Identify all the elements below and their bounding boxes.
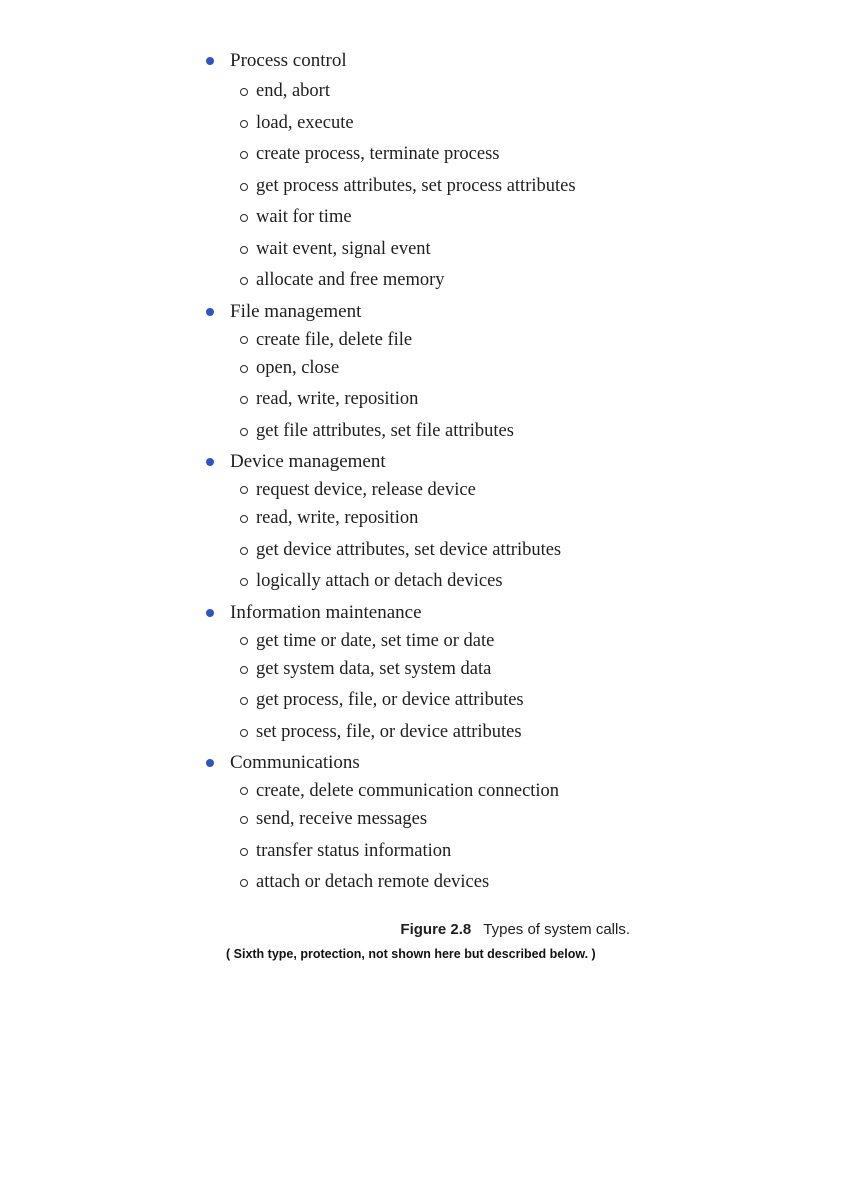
list-item [200, 202, 800, 234]
list-item [200, 535, 800, 567]
circle-bullet-icon [240, 637, 248, 645]
circle-bullet-icon [240, 396, 248, 404]
category-label: Communications [230, 752, 360, 773]
list-item-label: attach or detach remote devices [256, 872, 490, 892]
subitem-list [200, 477, 800, 598]
list-item-label: load, execute [256, 112, 354, 133]
category-heading [200, 447, 800, 477]
category-heading [200, 748, 800, 778]
circle-bullet-icon [240, 848, 248, 856]
category-device-management [200, 447, 800, 598]
list-item-label: get process attributes, set process attributes [256, 175, 576, 196]
subitem-list [200, 628, 800, 749]
list-item [200, 685, 800, 717]
circle-bullet-icon [240, 787, 248, 795]
list-item [200, 804, 800, 836]
circle-bullet-icon [240, 88, 248, 96]
figure-label: Figure 2.8 [400, 921, 472, 938]
bullet-icon [206, 458, 214, 466]
list-item-label: transfer status information [256, 840, 452, 861]
list-item-label: wait event, signal event [256, 238, 431, 259]
list-item-label: read, write, reposition [256, 389, 419, 409]
category-process-control [200, 46, 800, 297]
list-item-label: logically attach or detach devices [256, 571, 503, 591]
category-label: Information maintenance [230, 601, 422, 623]
list-item-label: get time or date, set time or date [256, 630, 495, 651]
circle-bullet-icon [240, 151, 248, 159]
list-item-label: end, abort [256, 81, 330, 101]
list-item [200, 867, 800, 899]
list-item [200, 384, 800, 416]
circle-bullet-icon [240, 428, 248, 436]
category-information-maintenance [200, 598, 800, 749]
list-item [200, 836, 800, 868]
list-item-label: request device, release device [256, 480, 476, 500]
figure-caption-text: Types of system calls. [483, 921, 630, 938]
list-item [200, 416, 800, 448]
list-item [200, 566, 800, 598]
list-item-label: send, receive messages [256, 809, 428, 829]
list-item [200, 717, 800, 749]
category-heading [200, 297, 800, 327]
list-item [200, 477, 800, 503]
list-item-label: read, write, reposition [256, 508, 419, 528]
subitem-list [200, 778, 800, 899]
list-item [200, 171, 800, 203]
subitem-list [200, 76, 800, 297]
category-label: Device management [230, 451, 386, 472]
list-item-label: wait for time [256, 207, 352, 227]
figure-caption [0, 921, 630, 938]
list-item-label: get system data, set system data [256, 658, 492, 679]
list-item-label: get file attributes, set file attributes [256, 420, 514, 441]
circle-bullet-icon [240, 879, 248, 887]
circle-bullet-icon [240, 578, 248, 586]
circle-bullet-icon [240, 365, 248, 373]
circle-bullet-icon [240, 214, 248, 222]
list-item-label: create process, terminate process [256, 144, 500, 164]
subitem-list [200, 327, 800, 448]
list-item [200, 139, 800, 171]
list-item [200, 108, 800, 140]
list-item-label: allocate and free memory [256, 270, 445, 290]
list-item [200, 503, 800, 535]
list-item-label: create file, delete file [256, 329, 413, 350]
circle-bullet-icon [240, 246, 248, 254]
bullet-icon [206, 57, 214, 65]
list-item [200, 778, 800, 804]
bullet-icon [206, 308, 214, 316]
category-communications [200, 748, 800, 899]
bullet-icon [206, 609, 214, 617]
list-item-label: open, close [256, 357, 340, 378]
list-item [200, 265, 800, 297]
bullet-icon [206, 759, 214, 767]
list-item-label: set process, file, or device attributes [256, 721, 522, 742]
category-label: Process control [230, 50, 347, 71]
list-item [200, 628, 800, 654]
list-item [200, 654, 800, 686]
category-heading [200, 46, 800, 76]
circle-bullet-icon [240, 183, 248, 191]
circle-bullet-icon [240, 120, 248, 128]
list-item [200, 353, 800, 385]
circle-bullet-icon [240, 816, 248, 824]
circle-bullet-icon [240, 666, 248, 674]
list-item [200, 234, 800, 266]
footnote: ( Sixth type, protection, not shown here but described below. ) [226, 947, 596, 961]
category-heading [200, 598, 800, 628]
system-call-types-list [200, 46, 800, 899]
circle-bullet-icon [240, 486, 248, 494]
list-item [200, 327, 800, 353]
list-item-label: get process, file, or device attributes [256, 690, 524, 710]
category-file-management [200, 297, 800, 448]
list-item [200, 76, 800, 108]
circle-bullet-icon [240, 515, 248, 523]
circle-bullet-icon [240, 547, 248, 555]
list-item-label: create, delete communication connection [256, 781, 560, 801]
circle-bullet-icon [240, 729, 248, 737]
circle-bullet-icon [240, 336, 248, 344]
circle-bullet-icon [240, 697, 248, 705]
category-label: File management [230, 300, 362, 322]
circle-bullet-icon [240, 277, 248, 285]
list-item-label: get device attributes, set device attributes [256, 539, 562, 560]
